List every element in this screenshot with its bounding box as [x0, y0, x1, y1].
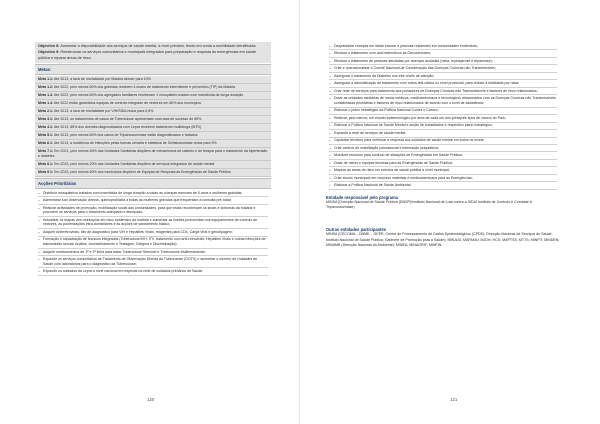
list-item: – Efectuar o tratamento de pessoas afectadas por doenças azuladas (raiva, leptospirose e tripanosse);	[329, 58, 557, 65]
meta-item	[35, 169, 271, 177]
list-item: – Adquirir Antirretrovirais, kits de diagnóstico para VIH e Hepatites Virais, reagentes para CD4, Carga Viral e genotipagem;	[38, 229, 268, 236]
responsavel-text: MINSA (Direcção Nacional de Saúde Pública (DNSP)/Instituto Nacional de Luta contra a SIDA/ Instituto de Controlo e Combate à Tripanossomíase)	[326, 199, 532, 210]
meta-text: Em 2013, pelo menos 20% das Unidades Sanitárias dispõem de serviços integrados de saúde mental	[54, 161, 215, 166]
meta-text: Até 2013, pelo menos 80% dos casos de Tripanossomíase estão diagnosticados e tratados	[53, 133, 198, 138]
page-number: 121	[450, 397, 458, 402]
list-item: – Expandir os cuidados da Lepra a nível nacional em especial na rede de cuidados primários de Saúde.	[38, 268, 268, 275]
list-item: – Mobilizar recursos para controlo de situações de Emergências em Saúde Pública;	[329, 152, 557, 159]
acoes-list	[35, 190, 271, 276]
meta-item	[35, 132, 271, 140]
meta-item	[35, 76, 271, 84]
meta-text: Até 2013, 85% dos doentes diagnosticados com Lepra recebem tratamento multidroga (MTD)	[53, 125, 202, 130]
list-item: – Capacitar técnicos para melhorar a resposta aos cuidados de saúde mental em todos os níveis;	[329, 138, 557, 145]
acoes-heading: Acções Prioritárias	[35, 178, 271, 189]
list-item: – Elaborar a Política Nacional de Saúde Mental e acção de subsidiados e respectivo plano estratégico;	[329, 123, 557, 130]
list-item: – Criar e operacionalizar o Comité Nacional de Coordenação das Doenças Crónicas não Transmissíveis;	[329, 65, 557, 72]
meta-label: Meta 1.4:	[38, 101, 54, 106]
meta-item	[35, 84, 271, 92]
meta-text: Até 2013, os tratamentos de casos de Tuberculose apresentam uma taxa de sucesso de 85%	[53, 117, 202, 122]
meta-item	[35, 148, 271, 161]
meta-label: Meta 1.2:	[38, 85, 54, 90]
metas-heading: Metas:	[35, 64, 271, 75]
meta-label: Meta 5.1:	[38, 133, 54, 138]
meta-item	[35, 124, 271, 132]
meta-label: Meta 1.1:	[38, 77, 54, 82]
meta-text: Até 2022, pelo menos 50% dos grávidas recebem 4 doses de tratamento intermitente e preventivo (TIP) da Malária	[53, 85, 235, 90]
meta-text: Até 2013, a incidência de infecções pelas formas urinária e intestinal de Schistosomiase reduz para 9%	[53, 141, 217, 146]
meta-item	[35, 161, 271, 169]
meta-label: Meta 3.1:	[38, 117, 54, 122]
responsavel-heading: Entidade responsável pelo programa	[326, 194, 398, 200]
meta-text: Até 2013, a taxa de mortalidade por VIH/SIDA reduz para 0,6%	[53, 109, 154, 114]
right-page	[300, 0, 600, 424]
list-item: – Criar centros de reabilitação psicossocial e internação psiquiátrica;	[329, 145, 557, 152]
meta-text: Em 2021, pelo menos 50% das Unidades Sanitárias dispõem de mecanismos de rastreio e de terapia para o tratamento da hipertensão e diabetes	[38, 149, 268, 158]
meta-label: Meta 4.1:	[38, 125, 54, 130]
list-item: – Distribuir mosquiteiros tratados com insecticida de longa duração a todas as crianças menores de 5 anos e mulheres grávidas;	[38, 190, 268, 197]
objective-label: Objectivo 8:	[38, 44, 60, 48]
list-item: – Assegurar o tratamento da Diabetes nos três níveis de atenção;	[329, 73, 557, 80]
list-item: – Realizar, pelo menos, um estudo epidemiológico por área de cada um dos principais tipos de cancro do País;	[329, 115, 557, 122]
list-item: – Criar stocks municipais em recursos materiais e medicamentosos para as Emergências;	[329, 175, 557, 182]
meta-item	[35, 108, 271, 116]
outras-text: MINSA (CECOMA – DNME – GEPE; Centro de Processamento de Dados Epidemiológicos (CPDE); Direcção Nacional de Serviços de Saúde; Instituto Nacional de Saúde Pública; Gabinete de Promoção para a Saúde); MINJUD; MAPAMU; MJDH; HCS; MAPTSS; MTTS; MINFIT; MINDEN; MINAMB (Direcção Nacional do Ambiente); MINEA; MINAGRIF; MINFIN.	[326, 232, 560, 247]
list-item: – Actualizar os mapas dos municípios em risco epidémico da malária e aumentar as ilusões promovidas nos equipamentos de controlo de vectores, as pulverizações intra-domiciliares e as acções de saneamento básico;	[38, 217, 268, 229]
meta-label: Meta 1.3:	[38, 93, 54, 98]
list-item: – Mapear as áreas de risco em eventos de saúde pública a nível municipal;	[329, 167, 557, 174]
list-item: – Adquirir medicamentos de 1ª e 2ª linha para tratar Tuberculose Sensível e Tuberculose Multirresistente;	[38, 249, 268, 256]
objective-9	[35, 50, 271, 60]
list-item: – Formação e capacitação de técnicos integrados (Tuberculose/VIH, ITV, tratamento com anti-retrovirais; Hepatites Virais e outras infecções de transmissão sexual; Análise, Aconselhamento e Testagem, Estigma e Discriminação);	[38, 237, 268, 249]
section-spacer	[326, 210, 560, 222]
acoes-list-continued	[326, 43, 560, 190]
meta-text: Até 2022 estão garantidos equipas de controlo integrado de vectores em 80% dos municípios	[53, 101, 202, 106]
meta-item	[35, 140, 271, 148]
list-item: – Dotar de meios e equipas técnicas para as Emergências de Saúde Pública;	[329, 160, 557, 167]
list-item: – Criar rede de serviços para tratamento aos portadores de Doenças Crónicas não Transmissíveis e factores de risco relacionados;	[329, 88, 557, 95]
list-item: – Elaborar o plano estratégico da Política Nacional Contra o Cancro;	[329, 108, 557, 115]
meta-item	[35, 100, 271, 108]
list-item: – Expandir os serviços comunitários de Tratamento de Observação Directa da Tuberculose (DOTS) e aumentar o número de Unidades de Saúde com laboratórios para o diagnóstico da Tuberculose;	[38, 256, 268, 268]
meta-label: Meta 9.1:	[38, 169, 54, 174]
left-page-content	[35, 42, 271, 276]
meta-label: Meta 8.1:	[38, 161, 54, 166]
meta-text: Até 2022, pelo menos 80% dos agregados familiares receberam 1 mosquiteiro tratado com insecticida de longa duração	[53, 93, 244, 98]
meta-item	[35, 116, 271, 124]
outras-heading: Outras entidades participantes	[326, 227, 387, 233]
list-item: – Desparasitar crianças em idade escolar e pessoas residentes em comunidades endémicas;	[329, 43, 557, 50]
right-page-content	[326, 42, 560, 248]
list-item: – Assegurar a administração de tratamento com rotina anti-rábica no nível provincial, para reduzir a letalidade por raiva;	[329, 80, 557, 87]
objective-text: Reestruturar os serviços comunitários e municipais integrados para preparação e resposta às emergências em saúde pública e reparar áreas de risco.	[38, 50, 257, 60]
objective-label: Objectivo 9:	[38, 50, 60, 55]
metas-list	[35, 76, 271, 177]
meta-item	[35, 92, 271, 100]
meta-label: Meta 7.1:	[38, 149, 54, 154]
list-item: – Expandir a rede de serviços de saúde mental;	[329, 130, 557, 137]
page-number: 120	[147, 397, 155, 402]
list-item: – Realizar actividades de promoção, mobilização social das comunidades, para que estas reconheçam os sinais e sintomas da malária e procurem os serviços para o tratamento adequado e atempado;	[38, 205, 268, 217]
list-item: – Dotar as unidades sanitárias de meios médicos, medicamentosos e tecnológicos relacionados com as Doenças Crónicas não Transmissíveis consideradas prioritárias e factores de risco relacionados de acordo com o nível de assistência;	[329, 95, 557, 107]
meta-label: Meta 2.1:	[38, 109, 54, 114]
list-item: – Efectuar o tratamento com anti-helmínticos às Oncocercoses;	[329, 50, 557, 57]
objectives-box	[35, 42, 271, 63]
meta-text: Até 2013, a taxa de mortalidade por Malária descer para 10%	[53, 77, 151, 82]
list-item: – Elaborar a Política Nacional de Saúde Ambiental.	[329, 182, 557, 189]
objective-text: Aumentar a disponibilidade dos serviços de saúde mental, a nível primário, tendo em conta a morbilidade identificada.	[60, 44, 257, 48]
meta-label: Meta 6.1:	[38, 141, 54, 146]
objective-8	[35, 44, 271, 49]
list-item: – Administrar sob observação directa, quimioprofilaxia a todas as mulheres grávidas que frequentam a consulta pré-natal;	[38, 197, 268, 204]
meta-text: Em 2013, pelo menos 60% dos municípios dispõem de Equipas de Resposta às Emergências de Saúde Pública	[54, 169, 231, 174]
